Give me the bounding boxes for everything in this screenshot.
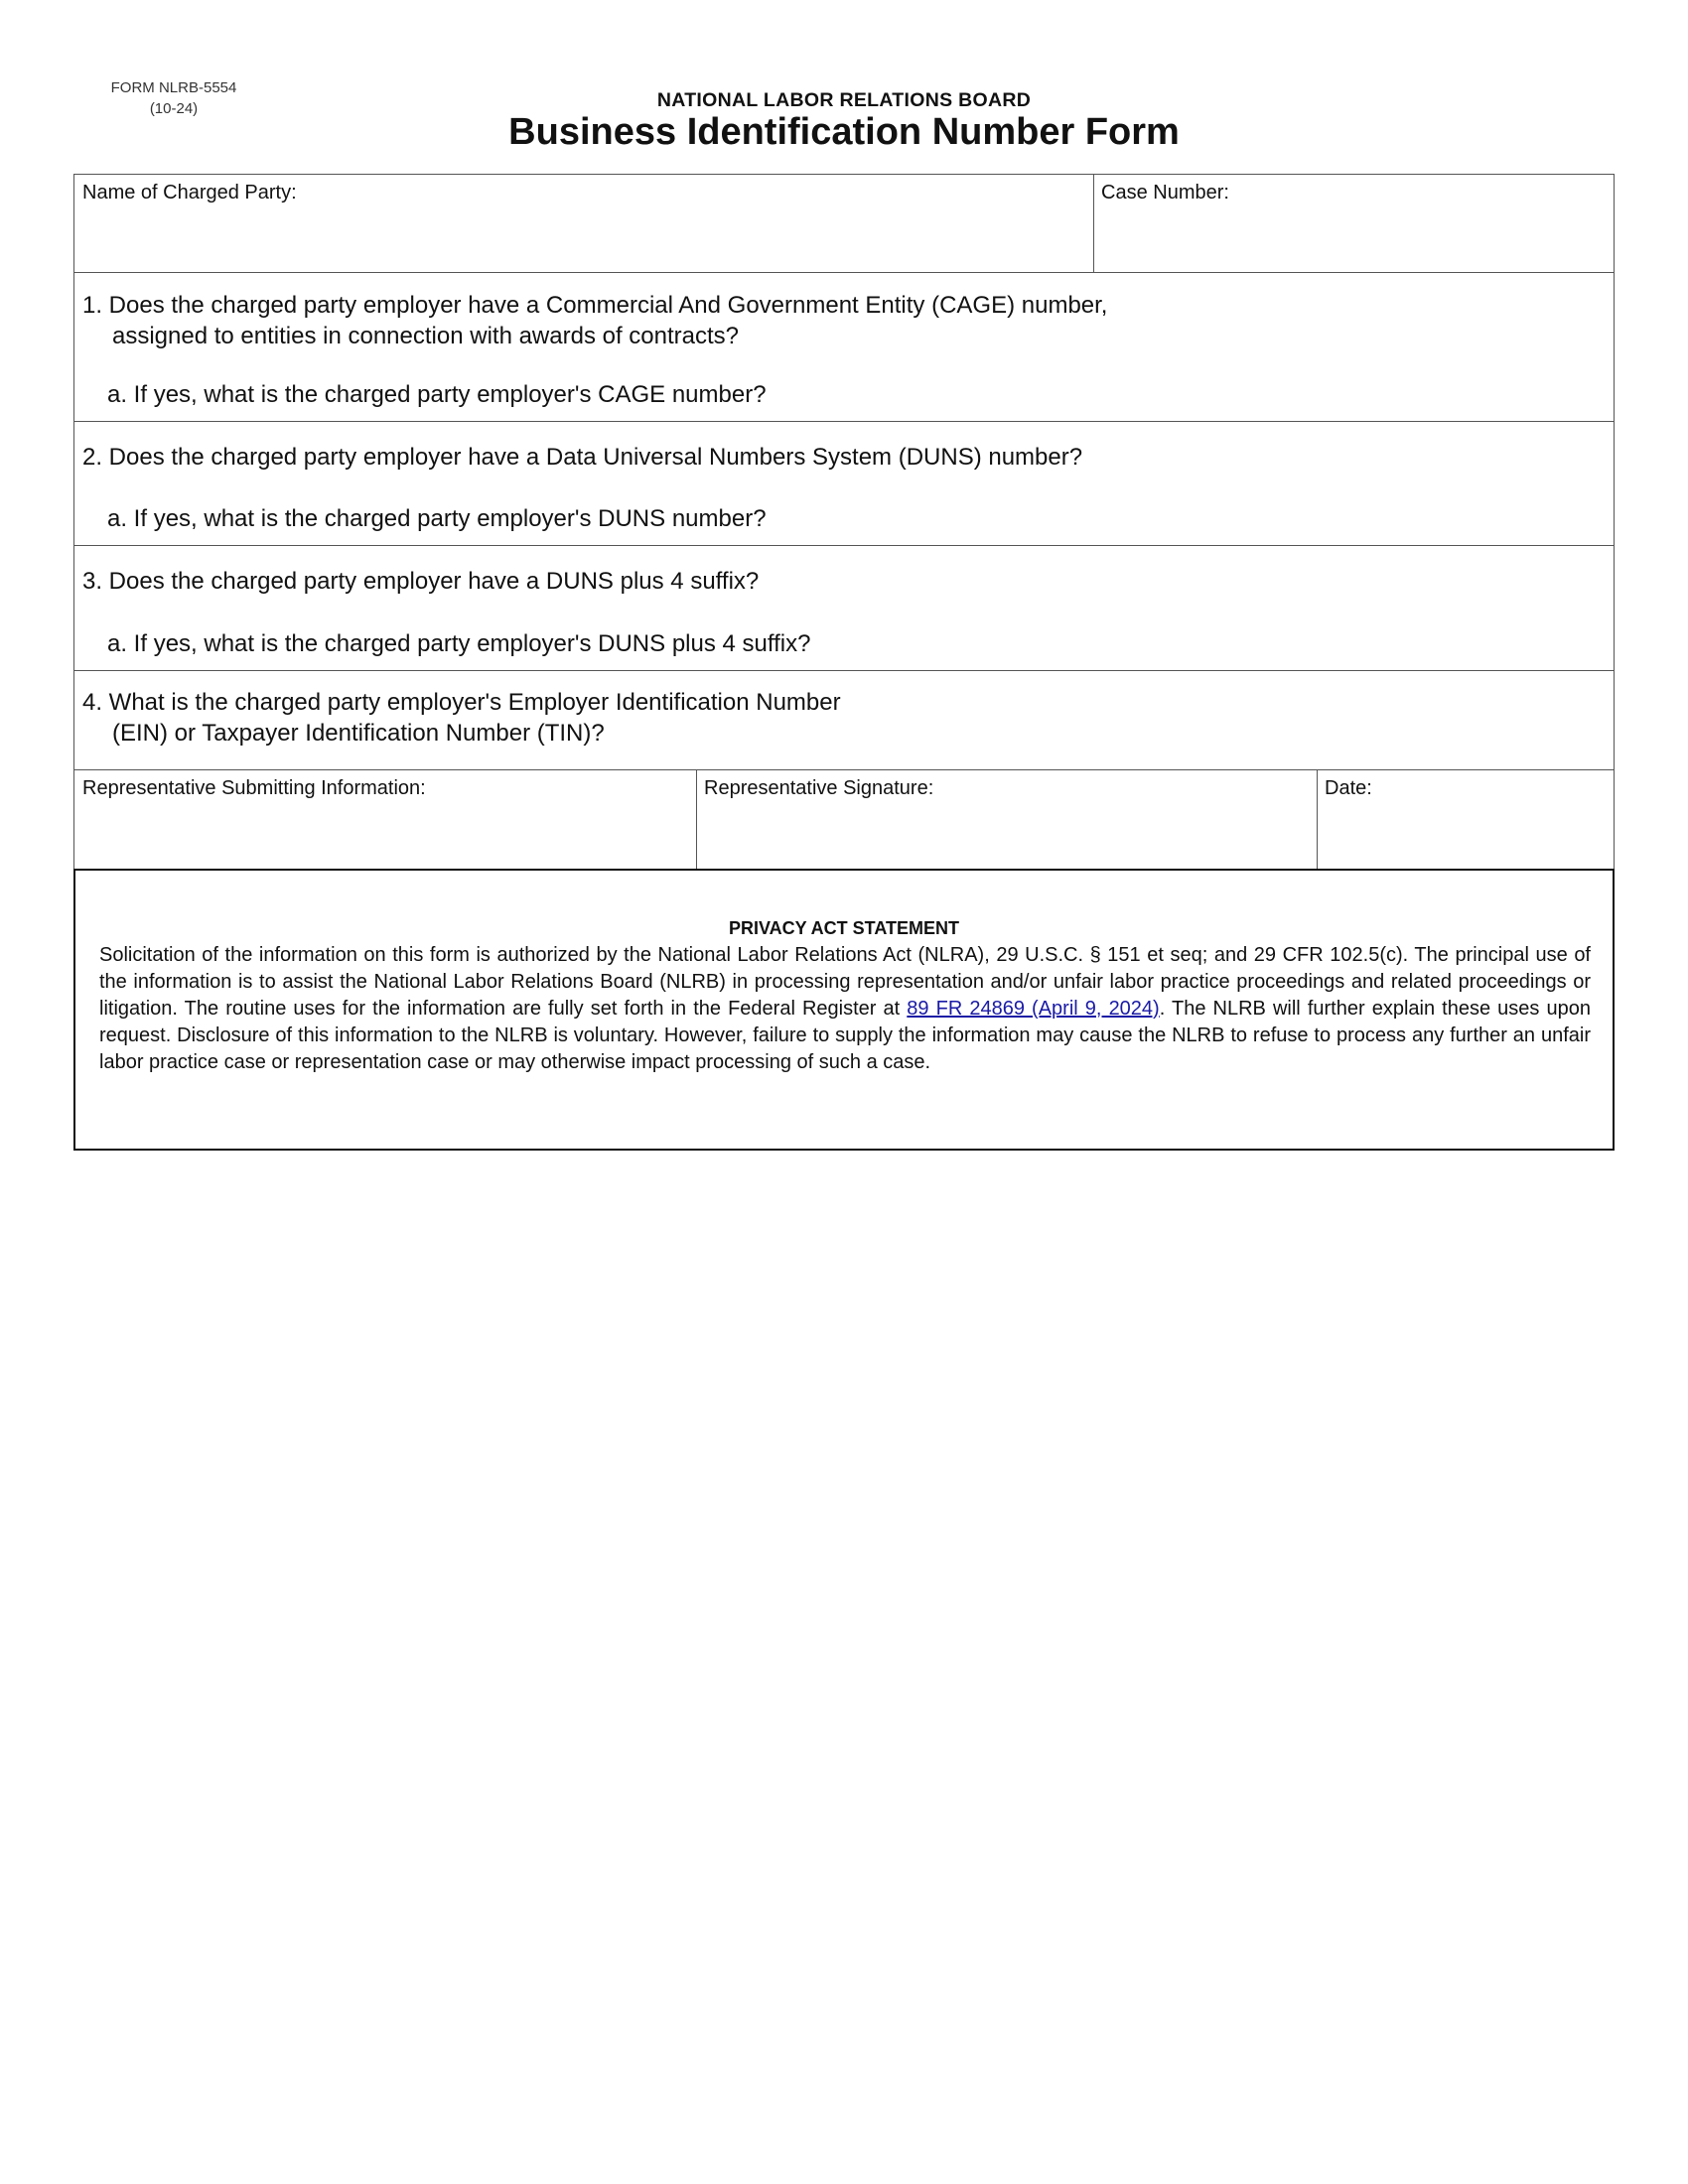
question-4-line-1: 4. What is the charged party employer's Employer Identification Number <box>82 689 841 716</box>
column-divider-signature <box>696 769 697 870</box>
column-divider-case <box>1093 174 1094 273</box>
representative-signature-field[interactable]: Representative Signature: <box>704 777 934 799</box>
agency-name: NATIONAL LABOR RELATIONS BOARD <box>656 89 1032 111</box>
row-divider-1 <box>73 272 1615 273</box>
row-divider-2 <box>73 421 1615 422</box>
question-3: 3. Does the charged party employer have a DUNS plus 4 suffix? <box>82 568 760 595</box>
question-4-line-2: (EIN) or Taxpayer Identification Number (TIN)? <box>112 720 605 747</box>
charged-party-field[interactable]: Name of Charged Party: <box>82 182 297 204</box>
date-field[interactable]: Date: <box>1325 777 1372 799</box>
row-divider-5 <box>73 769 1615 770</box>
question-3a-field[interactable]: a. If yes, what is the charged party employer's DUNS plus 4 suffix? <box>107 630 811 657</box>
case-number-field[interactable]: Case Number: <box>1101 182 1229 204</box>
page-title: Business Identification Number Form <box>508 111 1180 153</box>
row-divider-3 <box>73 545 1615 546</box>
privacy-text-part-2: . The NLRB will further explain these uses upon request. Disclosure of this information to the NLRB is voluntary. However, failure to supply the information may cause the NLRB to refuse to process any further an unfair labor practice case or representation case or may otherwise impact processing of such a case. <box>99 998 1591 1073</box>
form-number: FORM NLRB-5554 <box>110 79 237 96</box>
question-1a-field[interactable]: a. If yes, what is the charged party employer's CAGE number? <box>107 381 767 408</box>
question-1-line-1: 1. Does the charged party employer have a Commercial And Government Entity (CAGE) number, <box>82 292 1108 319</box>
representative-info-field[interactable]: Representative Submitting Information: <box>82 777 426 799</box>
question-4-field[interactable] <box>82 687 841 749</box>
federal-register-link[interactable]: 89 FR 24869 (April 9, 2024) <box>907 998 1160 1020</box>
privacy-text-part-1: Solicitation of the information on this form is authorized by the National Labor Relations Act (NLRA), 29 U.S.C. § 151 et seq; and 29 CFR 102.5(c). The principal use of the information is to assist the National Labor Relations Board (NLRB) in processing representation and/or unfair labor practice proceedings and related proceedings or litigation. The routine uses for the information are fully set forth in the Federal Register at <box>99 944 1591 1020</box>
privacy-act-statement <box>73 869 1615 1151</box>
row-divider-4 <box>73 670 1615 671</box>
question-1-line-2: assigned to entities in connection with awards of contracts? <box>112 323 740 349</box>
question-2: 2. Does the charged party employer have a Data Universal Numbers System (DUNS) number? <box>82 444 1083 471</box>
privacy-heading: PRIVACY ACT STATEMENT <box>728 918 959 938</box>
form-revision: (10-24) <box>149 100 199 117</box>
question-2a-field[interactable]: a. If yes, what is the charged party employer's DUNS number? <box>107 505 767 532</box>
question-1 <box>82 290 1107 351</box>
privacy-text <box>99 942 1591 1076</box>
column-divider-date <box>1317 769 1318 870</box>
